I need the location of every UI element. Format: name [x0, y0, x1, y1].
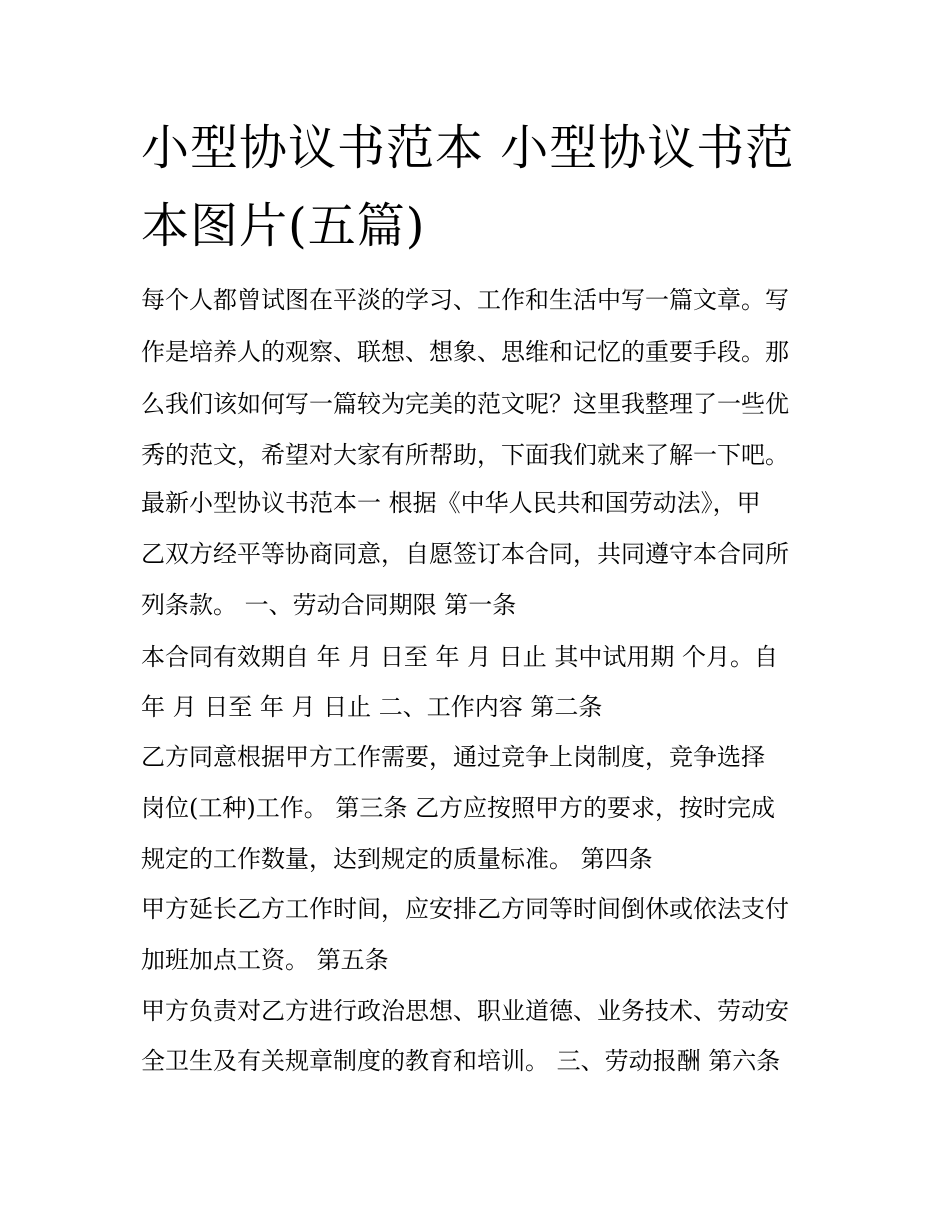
body-line: 全卫生及有关规章制度的教育和培训。 三、劳动报酬 第六条	[141, 1047, 781, 1075]
body-line: 最新小型协议书范本一 根据《中华人民共和国劳动法》，甲	[141, 489, 761, 517]
body-line: 么我们该如何写一篇较为完美的范文呢？这里我整理了一些优	[141, 390, 789, 418]
body-line: 甲方延长乙方工作时间，应安排乙方同等时间倒休或依法支付	[141, 895, 789, 923]
body-line: 每个人都曾试图在平淡的学习、工作和生活中写一篇文章。写	[141, 286, 789, 314]
body-line: 乙方同意根据甲方工作需要，通过竞争上岗制度，竞争选择	[141, 743, 765, 771]
body-line: 加班加点工资。 第五条	[141, 946, 389, 974]
body-line: 规定的工作数量，达到规定的质量标准。 第四条	[141, 845, 653, 873]
document-title-line-2: 本图片(五篇)	[141, 198, 426, 254]
body-line: 甲方负责对乙方进行政治思想、职业道德、业务技术、劳动安	[141, 997, 789, 1025]
document-title-line-1: 小型协议书范本 小型协议书范	[141, 120, 795, 176]
body-line: 本合同有效期自 年 月 日至 年 月 日止 其中试用期 个月。自	[141, 643, 779, 671]
body-line: 秀的范文，希望对大家有所帮助，下面我们就来了解一下吧。	[141, 441, 789, 469]
body-line: 年 月 日至 年 月 日止 二、工作内容 第二条	[141, 693, 603, 721]
body-line: 作是培养人的观察、联想、想象、思维和记忆的重要手段。那	[141, 338, 789, 366]
body-line: 乙双方经平等协商同意，自愿签订本合同，共同遵守本合同所	[141, 540, 789, 568]
body-line: 岗位(工种)工作。 第三条 乙方应按照甲方的要求，按时完成	[141, 794, 775, 822]
body-line: 列条款。 一、劳动合同期限 第一条	[141, 591, 517, 619]
